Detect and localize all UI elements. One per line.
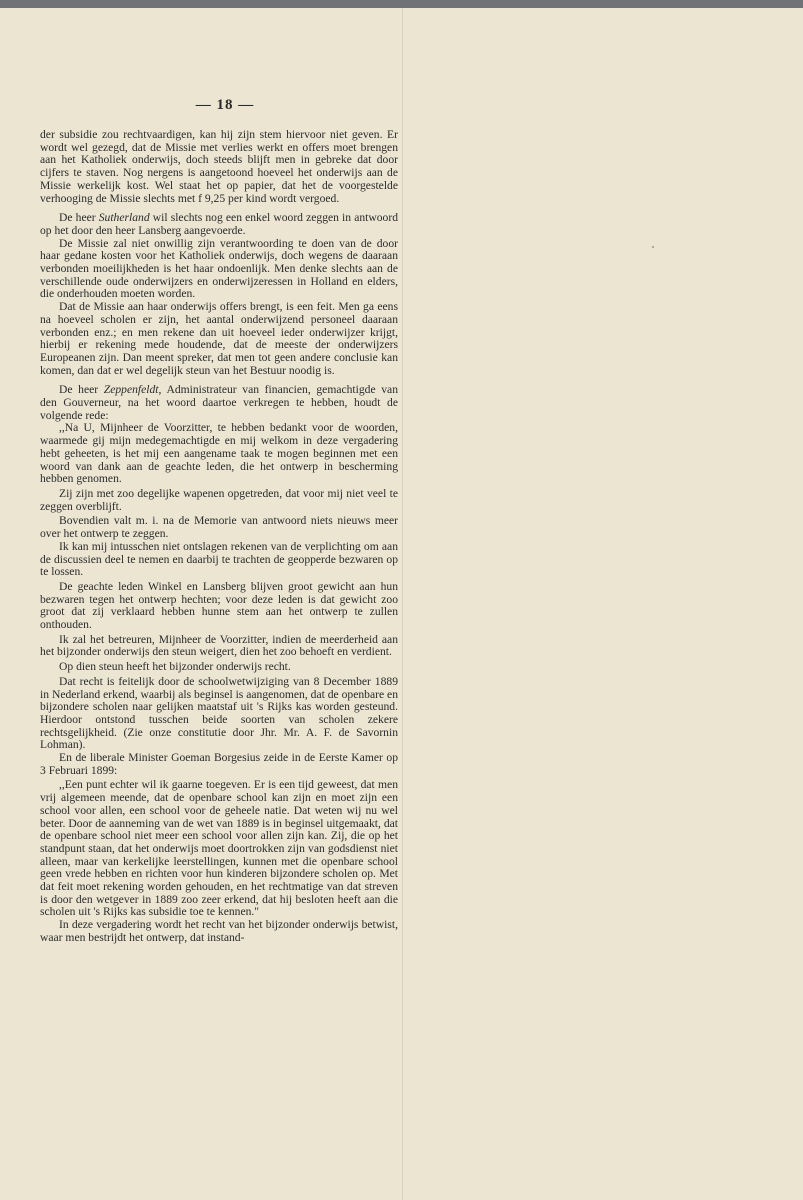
text-run: In deze vergadering wordt het recht van het bijzonder onderwijs betwist, waar men bestrijdt het ontwerp, dat instand- (40, 918, 398, 944)
paragraph (40, 488, 398, 513)
paragraph (40, 212, 398, 237)
text-run: wil slechts nog een enkel woord zeggen in antwoord op het door den heer Lansberg aangevoerde. (40, 211, 398, 237)
text-run: der subsidie zou rechtvaardigen, kan hij zijn stem hiervoor niet geven. Er wordt wel gezegd, dat de Missie met verlies werkt en offers moet brengen aan het Katholiek onderwijs, doch steeds blijft men in gebreke dat door cijfers te staven. Nog nergens is aangetoond hoeveel het onderwijs aan de Missie werkelijk kost. Wel staat het op papier, dat het de voorgestelde verhooging de Missie slechts met f 9,25 per kind wordt vergoed. (40, 128, 398, 205)
paragraph (40, 779, 398, 919)
speaker-name: Zeppenfeldt (103, 383, 159, 397)
paragraph (40, 129, 398, 205)
paragraph (40, 384, 398, 422)
text-run: De geachte leden Winkel en Lansberg blijven groot gewicht aan hun bezwaren tegen het ontwerp hechten; voor deze leden is dat gewicht zoo groot dat zij verklaard hebben hunne stem aan het ontwerp te zullen onthouden. (40, 579, 398, 632)
paragraph (40, 515, 398, 540)
page-number: — 18 — (195, 97, 255, 113)
text-run: De heer (59, 383, 104, 397)
text-run: De Missie zal niet onwillig zijn verantwoording te doen van de door haar gedane kosten voor het Katholiek onderwijs, doch wegens de daaraan verbonden moeilijkheden is het haar ondoenlijk. Men denke slechts aan de verschillende oude onderwijzers en onderwijzeressen in Holland en elders, die onderhouden moeten worden. (40, 236, 398, 301)
text-run: ,,Na U, Mijnheer de Voorzitter, te hebben bedankt voor de woorden, waarmede gij mijn medegemachtigde en mij welkom in deze vergadering hebt geheeten, is het mij een aangename taak te mogen beginnen met een woord van dank aan de geachte leden, die het ontwerp in bescherming hebben genomen. (40, 421, 398, 486)
text-run: ,,Een punt echter wil ik gaarne toegeven. Er is een tijd geweest, dat men vrij algemeen meende, dat de openbare school kan zijn en moet zijn een school voor allen, een school voor de geheele natie. Dat weten wij nu wel beter. Door de aanneming van de wet van 1889 is in beginsel uitgemaakt, dat de openbare school niet meer een school voor allen zijn kan. Zij, die op het standpunt staan, dat het onderwijs moet doortrokken zijn van godsdienst niet alleen, maar van kerkelijke leerstellingen, kunnen met die openbare school geen vrede hebben en richten voor hun kinderen bijzondere scholen op. Met dat feit moet rekening worden gehouden, en het rechtmatige van dat streven is door den wetgever in 1889 zoo zeer erkend, dat hij besloten heeft aan die scholen uit 's Rijks kas subsidie toe te kennen." (40, 778, 398, 919)
paragraph (40, 919, 398, 944)
paragraph (40, 634, 398, 659)
body-text (40, 129, 398, 945)
page-fold-line (402, 8, 403, 1200)
paragraph (40, 301, 398, 377)
text-run: Op dien steun heeft het bijzonder onderwijs recht. (59, 660, 291, 674)
text-run: , Administrateur van financien, gemachtigde van den Gouverneur, na het woord daartoe verkregen te hebben, houdt de volgende rede: (40, 383, 398, 422)
text-run: Dat de Missie aan haar onderwijs offers brengt, is een feit. Men ga eens na hoeveel scholen er zijn, het aantal onderwijzend personeel daaraan verbonden enz.; en men rekene dan uit hoeveel ieder onderwijzer krijgt, hierbij er rekening mede houdende, dat de meeste der onderwijzers Europeanen zijn. Dan meent spreker, dat men tot geen andere conclusie kan komen, dan dat er wel degelijk steun van het Bestuur noodig is. (40, 300, 398, 377)
text-run: Zij zijn met zoo degelijke wapenen opgetreden, dat voor mij niet veel te zeggen overblijft. (40, 486, 398, 513)
paper-speck (652, 246, 654, 248)
text-run: De heer (59, 211, 99, 225)
paragraph (40, 422, 398, 486)
text-run: Ik zal het betreuren, Mijnheer de Voorzitter, indien de meerderheid aan het bijzonder onderwijs den steun weigert, dien het zoo behoeft en verdient. (40, 632, 398, 659)
paragraph (40, 541, 398, 579)
paragraph (40, 581, 398, 632)
paragraph (40, 752, 398, 777)
text-run: Dat recht is feitelijk door de schoolwetwijziging van 8 December 1889 in Nederland erkend, waarbij als beginsel is aangenomen, dat de openbare en bijzondere scholen naar gelijken maatstaf uit 's Rijks kas worden gesteund. Hierdoor ontstond tusschen beide soorten van scholen zekere rechtsgelijkheid. (Zie onze constitutie door Jhr. Mr. A. F. de Savornin Lohman). (40, 674, 398, 752)
document-page (0, 8, 803, 1200)
text-run: Ik kan mij intusschen niet ontslagen rekenen van de verplichting om aan de discussien deel te nemen en daarbij te trachten de geopperde bezwaren op te lossen. (40, 539, 398, 579)
paragraph (40, 676, 398, 752)
text-run: Bovendien valt m. i. na de Memorie van antwoord niets nieuws meer over het ontwerp te zeggen. (40, 514, 398, 541)
paragraph (40, 238, 398, 302)
text-run: En de liberale Minister Goeman Borgesius zeide in de Eerste Kamer op 3 Februari 1899: (40, 751, 398, 777)
paragraph (40, 661, 398, 674)
speaker-name: Sutherland (98, 211, 150, 225)
